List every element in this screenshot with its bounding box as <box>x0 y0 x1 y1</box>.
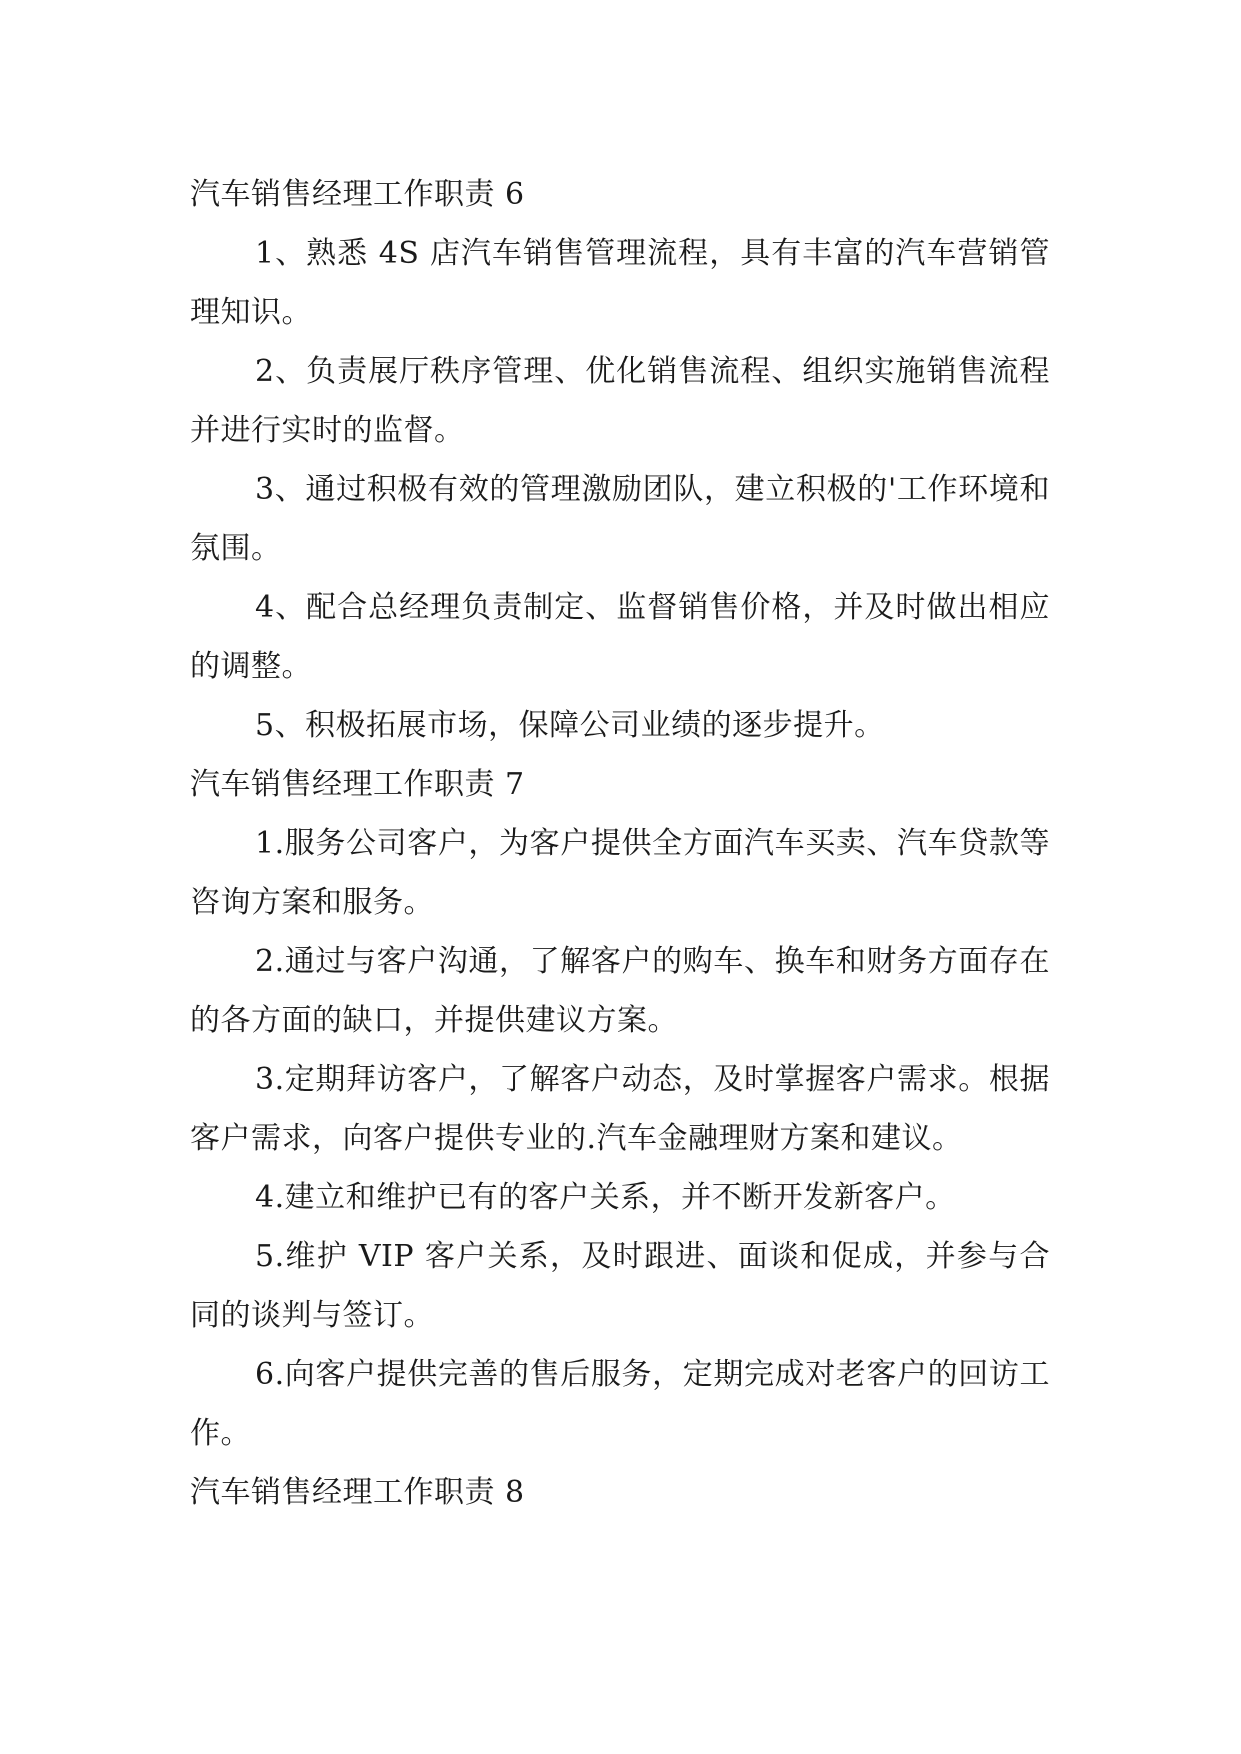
section-heading-6: 汽车销售经理工作职责 6 <box>190 177 525 212</box>
duty-item: 5.维护 VIP 客户关系，及时跟进、面谈和促成，并参与合同的谈判与签订。 <box>190 1239 1050 1333</box>
duty-item: 2、负责展厅秩序管理、优化销售流程、组织实施销售流程并进行实时的监督。 <box>190 354 1050 448</box>
duty-item: 3.定期拜访客户，了解客户动态，及时掌握客户需求。根据客户需求，向客户提供专业的.汽车金融理财方案和建议。 <box>190 1062 1050 1156</box>
document-body <box>190 165 1050 1522</box>
duty-item: 2.通过与客户沟通，了解客户的购车、换车和财务方面存在的各方面的缺口，并提供建议方案。 <box>190 944 1050 1038</box>
duty-item: 4、配合总经理负责制定、监督销售价格，并及时做出相应的调整。 <box>190 590 1050 684</box>
section-heading-7: 汽车销售经理工作职责 7 <box>190 767 525 802</box>
duty-item: 6.向客户提供完善的售后服务，定期完成对老客户的回访工作。 <box>190 1357 1050 1451</box>
section-heading-8: 汽车销售经理工作职责 8 <box>190 1475 525 1510</box>
duty-item: 3、通过积极有效的管理激励团队，建立积极的'工作环境和氛围。 <box>190 472 1050 566</box>
duty-item: 1、熟悉 4S 店汽车销售管理流程，具有丰富的汽车营销管理知识。 <box>190 236 1050 330</box>
duty-item: 1.服务公司客户，为客户提供全方面汽车买卖、汽车贷款等咨询方案和服务。 <box>190 826 1050 920</box>
duty-item: 4.建立和维护已有的客户关系，并不断开发新客户。 <box>255 1180 956 1215</box>
duty-item: 5、积极拓展市场，保障公司业绩的逐步提升。 <box>255 708 885 743</box>
